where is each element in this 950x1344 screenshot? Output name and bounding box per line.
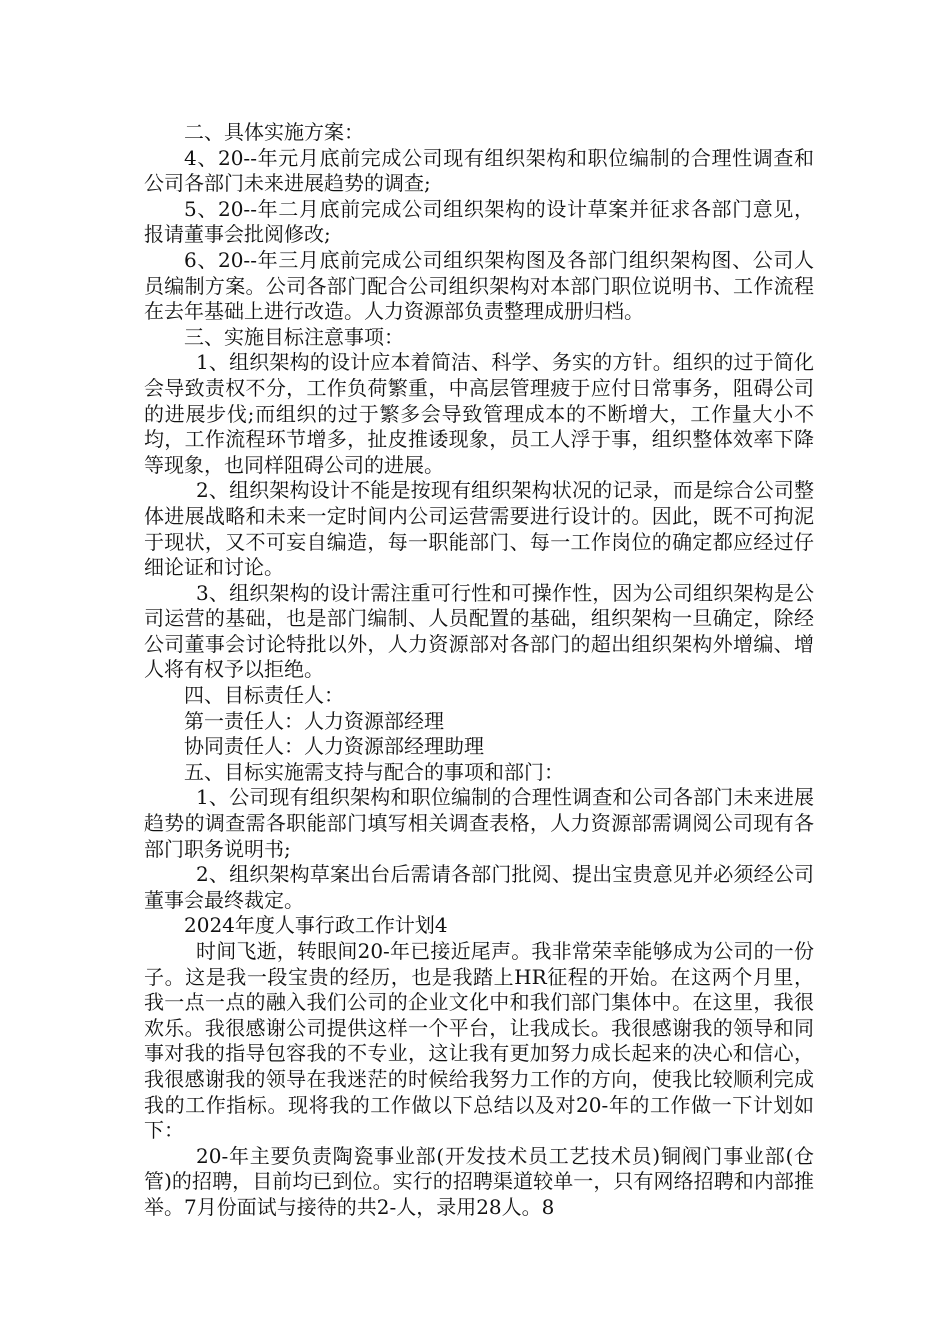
section-heading-plan: 二、具体实施方案： (184, 120, 364, 144)
support-item-1: 1、公司现有组织架构和职位编制的合理性调查和公司各部门未来进展趋势的调查需各职能部门填写相关调查表格，人力资源部需调阅公司现有各部门职务说明书; (144, 785, 814, 861)
plan-item-5: 5、20--年二月底前完成公司组织架构的设计草案并征求各部门意见，报请董事会批阅修改; (144, 196, 814, 247)
recruitment-paragraph: 20-年主要负责陶瓷事业部(开发技术员工艺技术员)铜阀门事业部(仓管)的招聘，目前均已到位。实行的招聘渠道较单一，只有网络招聘和内部推举。7月份面试与接待的共2-人，录用28人。8 (144, 1143, 814, 1219)
intro-paragraph: 时间飞逝，转眼间20-年已接近尾声。我非常荣幸能够成为公司的一份子。这是我一段宝贵的经历，也是我踏上HR征程的开始。在这两个月里，我一点一点的融入我们公司的企业文化中和我们部门集体中。在这里，我很欢乐。我很感谢公司提供这样一个平台，让我成长。我很感谢我的领导和同事对我的指导包容我的不专业，这让我有更加努力成长起来的决心和信心，我很感谢我的领导在我迷茫的时候给我努力工作的方向，使我比较顺利完成我的工作指标。现将我的工作做以下总结以及对20-年的工作做一下计划如下： (144, 939, 814, 1143)
support-item-2: 2、组织架构草案出台后需请各部门批阅、提出宝贵意见并必须经公司董事会最终裁定。 (144, 862, 814, 912)
section-heading-responsible: 四、目标责任人： (184, 683, 344, 708)
section-heading-support: 五、目标实施需支持与配合的事项和部门： (184, 759, 564, 784)
responsible-primary: 第一责任人：人力资源部经理 (184, 708, 444, 733)
note-item-2: 2、组织架构设计不能是按现有组织架构状况的记录，而是综合公司整体进展战略和未来一定时间内公司运营需要进行设计的。因此，既不可拘泥于现状，又不可妄自编造，每一职能部门、每一工作岗位的确定都应经过仔细论证和讨论。 (144, 478, 814, 580)
note-item-3: 3、组织架构的设计需注重可行性和可操作性，因为公司组织架构是公司运营的基础，也是部门编制、人员配置的基础，组织架构一旦确定，除经公司董事会讨论特批以外，人力资源部对各部门的超出组织架构外增编、增人将有权予以拒绝。 (144, 580, 814, 682)
note-item-1: 1、组织架构的设计应本着简洁、科学、务实的方针。组织的过于简化会导致责权不分，工作负荷繁重，中高层管理疲于应付日常事务，阻碍公司的进展步伐;而组织的过于繁多会导致管理成本的不断增大，工作量大小不均，工作流程环节增多，扯皮推诿现象，员工人浮于事，组织整体效率下降等现象，也同样阻碍公司的进展。 (144, 350, 814, 477)
plan-title-4: 2024年度人事行政工作计划4 (184, 913, 448, 938)
section-heading-notes: 三、实施目标注意事项： (184, 324, 404, 349)
plan-item-4: 4、20--年元月底前完成公司现有组织架构和职位编制的合理性调查和公司各部门未来进展趋势的调查; (144, 145, 814, 196)
document-body (144, 120, 814, 1221)
responsible-assistant: 协同责任人：人力资源部经理助理 (184, 734, 484, 759)
plan-item-6: 6、20--年三月底前完成公司组织架构图及各部门组织架构图、公司人员编制方案。公司各部门配合公司组织架构对本部门职位说明书、工作流程在去年基础上进行改造。人力资源部负责整理成册归档。 (144, 247, 814, 324)
